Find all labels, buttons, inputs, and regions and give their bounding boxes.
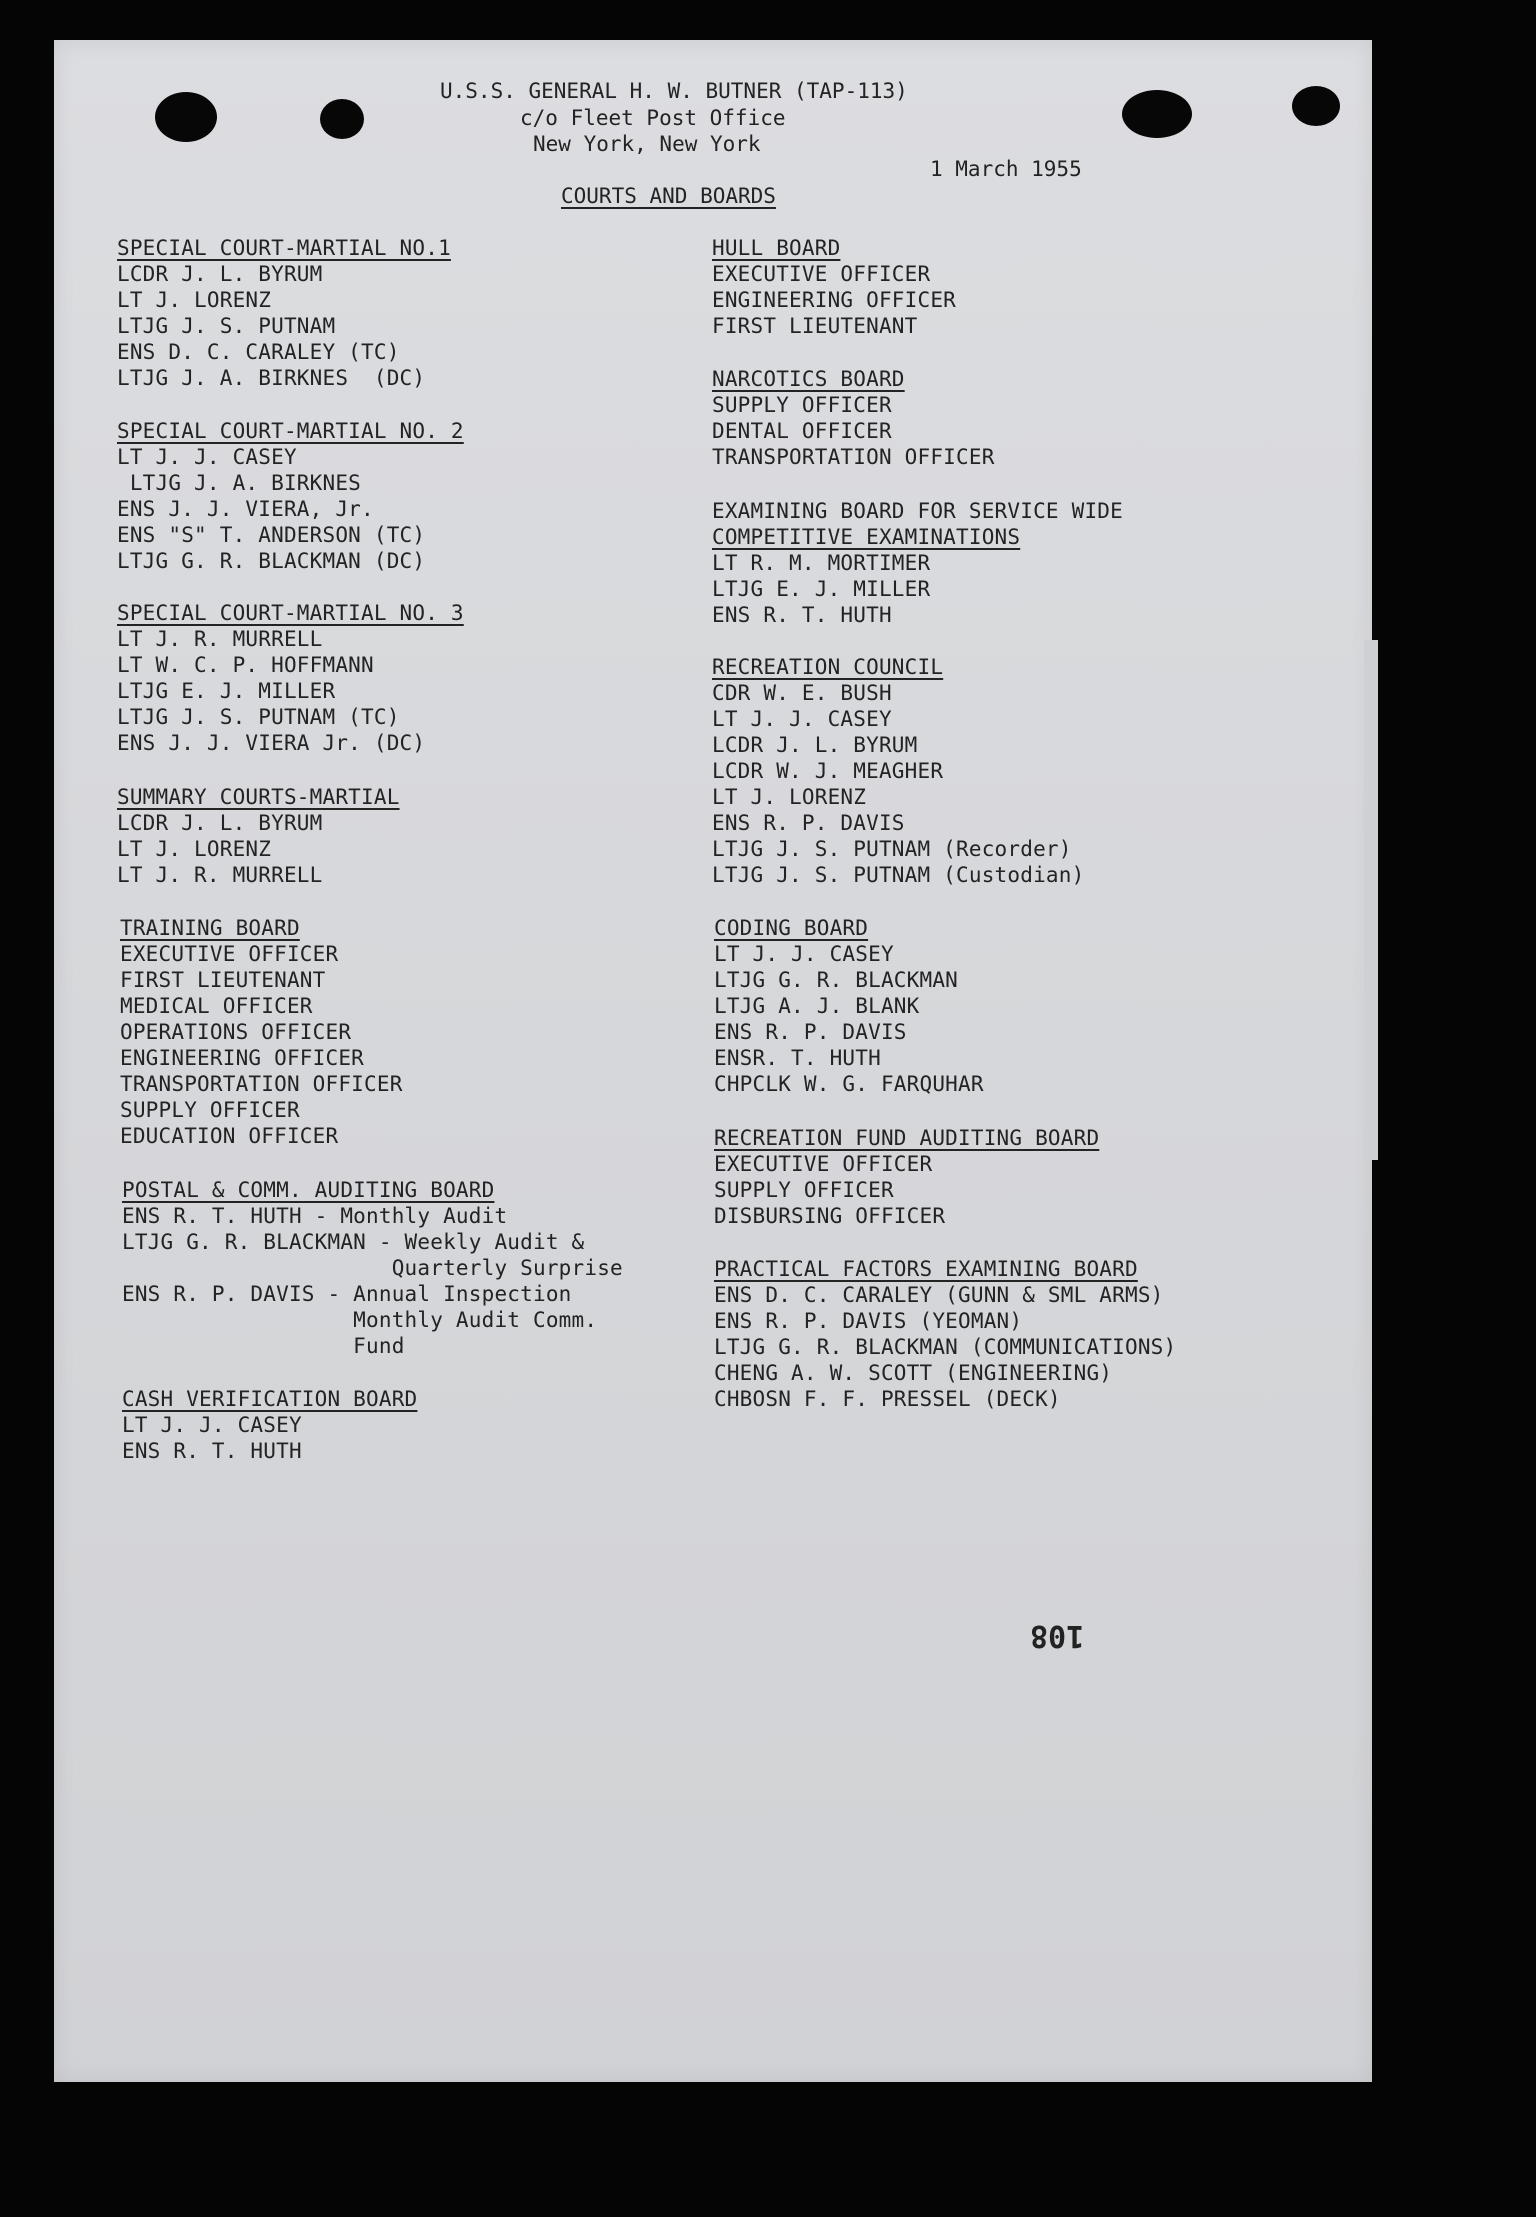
punch-hole: [1122, 90, 1192, 138]
member: LTJG J. A. BIRKNES (DC): [117, 366, 426, 390]
member: LT J. LORENZ: [117, 288, 272, 312]
section-title: TRAINING BOARD: [120, 916, 300, 940]
member: ENSR. T. HUTH: [714, 1046, 881, 1070]
member: ENS R. P. DAVIS: [714, 1020, 907, 1044]
member: ENS J. J. VIERA Jr. (DC): [117, 731, 426, 755]
member: OPERATIONS OFFICER: [120, 1020, 352, 1044]
member: ENGINEERING OFFICER: [120, 1046, 365, 1070]
member: EXECUTIVE OFFICER: [714, 1152, 933, 1176]
member: EDUCATION OFFICER: [120, 1124, 339, 1148]
section-title: NARCOTICS BOARD: [712, 367, 905, 391]
section-title: SPECIAL COURT-MARTIAL NO. 2: [117, 419, 464, 443]
address-line-2: New York, New York: [533, 132, 761, 156]
member: CDR W. E. BUSH: [712, 681, 892, 705]
member: ENS D. C. CARALEY (TC): [117, 340, 400, 364]
member: EXECUTIVE OFFICER: [712, 262, 931, 286]
member: LT J. R. MURRELL: [117, 863, 323, 887]
member: EXECUTIVE OFFICER: [120, 942, 339, 966]
member: LTJG J. A. BIRKNES: [117, 471, 362, 495]
section-title: SPECIAL COURT-MARTIAL NO.1: [117, 236, 451, 260]
member: LCDR J. L. BYRUM: [117, 262, 323, 286]
section-title-line-1: EXAMINING BOARD FOR SERVICE WIDE: [712, 499, 1123, 523]
member: Monthly Audit Comm.: [122, 1308, 598, 1332]
member: DENTAL OFFICER: [712, 419, 892, 443]
member: LTJG J. S. PUTNAM (TC): [117, 705, 400, 729]
document-title: COURTS AND BOARDS: [561, 184, 776, 208]
member: LT J. LORENZ: [712, 785, 867, 809]
member: FIRST LIEUTENANT: [120, 968, 326, 992]
member: CHBOSN F. F. PRESSEL (DECK): [714, 1387, 1061, 1411]
member: LTJG J. S. PUTNAM: [117, 314, 336, 338]
member: ENS D. C. CARALEY (GUNN & SML ARMS): [714, 1283, 1164, 1307]
member: ENS R. P. DAVIS: [712, 811, 905, 835]
member: LTJG E. J. MILLER: [712, 577, 931, 601]
member: SUPPLY OFFICER: [120, 1098, 300, 1122]
member: SUPPLY OFFICER: [714, 1178, 894, 1202]
member: ENS R. T. HUTH: [122, 1439, 302, 1463]
member: ENS R. T. HUTH - Monthly Audit: [122, 1204, 508, 1228]
member: LT J. J. CASEY: [712, 707, 892, 731]
member: LTJG J. S. PUTNAM (Recorder): [712, 837, 1072, 861]
member: LTJG G. R. BLACKMAN (COMMUNICATIONS): [714, 1335, 1177, 1359]
section-title: POSTAL & COMM. AUDITING BOARD: [122, 1178, 495, 1202]
section-title-line-2: COMPETITIVE EXAMINATIONS: [712, 525, 1021, 549]
member: FIRST LIEUTENANT: [712, 314, 918, 338]
punch-hole: [1292, 86, 1340, 126]
member: LCDR W. J. MEAGHER: [712, 759, 944, 783]
member: DISBURSING OFFICER: [714, 1204, 946, 1228]
address-line-1: c/o Fleet Post Office: [520, 106, 786, 130]
member: ENS R. T. HUTH: [712, 603, 892, 627]
ship-name: U.S.S. GENERAL H. W. BUTNER (TAP-113): [440, 79, 908, 103]
member: MEDICAL OFFICER: [120, 994, 313, 1018]
member: LTJG A. J. BLANK: [714, 994, 920, 1018]
member: LTJG J. S. PUTNAM (Custodian): [712, 863, 1085, 887]
member: LTJG G. R. BLACKMAN (DC): [117, 549, 426, 573]
paper-edge: [1364, 640, 1378, 1160]
member: ENGINEERING OFFICER: [712, 288, 957, 312]
section-title: CASH VERIFICATION BOARD: [122, 1387, 418, 1411]
member: ENS R. P. DAVIS - Annual Inspection: [122, 1282, 572, 1306]
member: LT J. R. MURRELL: [117, 627, 323, 651]
member: TRANSPORTATION OFFICER: [120, 1072, 403, 1096]
section-title: PRACTICAL FACTORS EXAMINING BOARD: [714, 1257, 1138, 1281]
member: LT W. C. P. HOFFMANN: [117, 653, 374, 677]
member: ENS R. P. DAVIS (YEOMAN): [714, 1309, 1023, 1333]
section-title: HULL BOARD: [712, 236, 841, 260]
member: LT R. M. MORTIMER: [712, 551, 931, 575]
member: SUPPLY OFFICER: [712, 393, 892, 417]
member: LT J. J. CASEY: [117, 445, 297, 469]
member: TRANSPORTATION OFFICER: [712, 445, 995, 469]
document-date: 1 March 1955: [930, 157, 1082, 181]
member: LT J. J. CASEY: [122, 1413, 302, 1437]
section-title: RECREATION COUNCIL: [712, 655, 944, 679]
punch-hole: [155, 92, 217, 142]
member: LCDR J. L. BYRUM: [712, 733, 918, 757]
member: LTJG G. R. BLACKMAN - Weekly Audit &: [122, 1230, 585, 1254]
section-title: RECREATION FUND AUDITING BOARD: [714, 1126, 1100, 1150]
section-title: SUMMARY COURTS-MARTIAL: [117, 785, 400, 809]
section-title: CODING BOARD: [714, 916, 869, 940]
member: LT J. J. CASEY: [714, 942, 894, 966]
punch-hole: [320, 99, 364, 139]
page-number: 108: [1030, 1618, 1085, 1653]
section-title: SPECIAL COURT-MARTIAL NO. 3: [117, 601, 464, 625]
member: ENS "S" T. ANDERSON (TC): [117, 523, 426, 547]
member: CHENG A. W. SCOTT (ENGINEERING): [714, 1361, 1113, 1385]
member: LTJG E. J. MILLER: [117, 679, 336, 703]
member: LTJG G. R. BLACKMAN: [714, 968, 959, 992]
member: Quarterly Surprise: [122, 1256, 623, 1280]
member: Fund: [122, 1334, 405, 1358]
member: ENS J. J. VIERA, Jr.: [117, 497, 374, 521]
member: LT J. LORENZ: [117, 837, 272, 861]
member: LCDR J. L. BYRUM: [117, 811, 323, 835]
member: CHPCLK W. G. FARQUHAR: [714, 1072, 984, 1096]
